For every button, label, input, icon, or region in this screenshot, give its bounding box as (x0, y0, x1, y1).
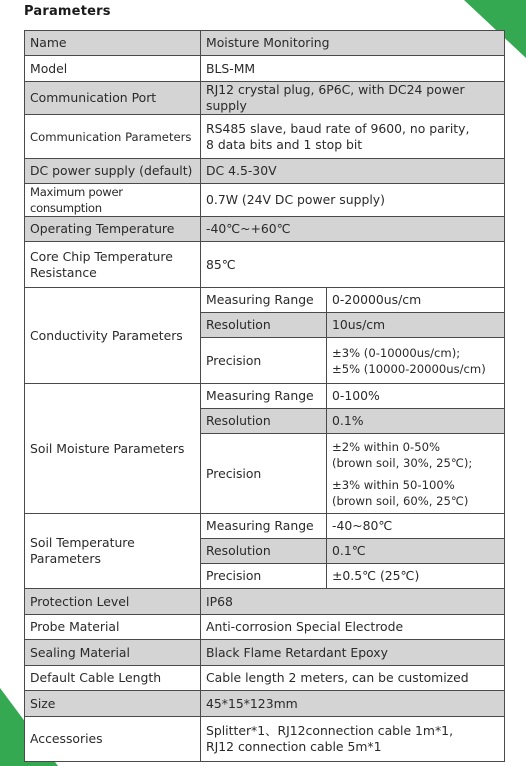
sub-param-value: ±0.5℃ (25℃) (327, 564, 505, 589)
parameters-table (24, 30, 505, 762)
param-label: Communication Port (25, 82, 201, 115)
table-row-conductivity-range (25, 288, 505, 313)
label-line: Resistance (30, 264, 97, 280)
table-row-soil-temperature-range (25, 514, 505, 539)
label-line: Parameters (30, 551, 101, 566)
sub-param-label: Measuring Range (201, 288, 327, 313)
param-label: DC power supply (default) (25, 159, 201, 184)
sub-param-value: 10us/cm (327, 313, 505, 338)
value-line: Splitter*1、RJ12connection cable 1m*1, (206, 723, 454, 738)
table-row-core-chip-temperature (25, 242, 505, 288)
table-row-dc-power-supply (25, 159, 505, 184)
value-line: (brown soil, 60%, 25℃) (332, 493, 469, 508)
group-label-soil-moisture: Soil Moisture Parameters (25, 384, 201, 514)
param-label: Size (25, 691, 201, 717)
group-label-soil-temperature (25, 514, 201, 589)
section-heading: Parameters (24, 4, 111, 19)
param-label: Probe Material (25, 615, 201, 640)
param-value: -40℃~+60℃ (201, 217, 505, 242)
table-row-communication-port (25, 82, 505, 115)
param-value: RJ12 crystal plug, 6P6C, with DC24 power supply (201, 82, 505, 115)
sub-param-value: 0-100% (327, 384, 505, 409)
table-row-soil-moisture-range (25, 384, 505, 409)
param-value: Black Flame Retardant Epoxy (201, 640, 505, 666)
group-label-conductivity: Conductivity Parameters (25, 288, 201, 384)
sub-param-value: 0.1℃ (327, 539, 505, 564)
table-row-model (25, 56, 505, 82)
param-label: Default Cable Length (25, 666, 201, 691)
param-label: Communication Parameters (25, 115, 201, 159)
param-label (25, 242, 201, 288)
param-label: Maximum power consumption (25, 184, 201, 217)
label-line: Soil Temperature (30, 535, 135, 550)
sub-param-label: Resolution (201, 409, 327, 434)
param-label: Model (25, 56, 201, 82)
param-label: Name (25, 31, 201, 56)
table-row-sealing-material (25, 640, 505, 666)
param-value: DC 4.5-30V (201, 159, 505, 184)
table-row-accessories (25, 717, 505, 762)
param-value: 45*15*123mm (201, 691, 505, 717)
param-value: Moisture Monitoring (201, 31, 505, 56)
value-line: ±3% (0-10000us/cm); (332, 345, 461, 360)
sub-param-label: Resolution (201, 313, 327, 338)
param-label: Operating Temperature (25, 217, 201, 242)
table-row-operating-temperature (25, 217, 505, 242)
value-line: ±2% within 0-50% (332, 439, 440, 454)
param-value: Cable length 2 meters, can be customized (201, 666, 505, 691)
value-line: (brown soil, 30%, 25℃); (332, 455, 473, 470)
param-value: IP68 (201, 589, 505, 615)
value-line: RS485 slave, baud rate of 9600, no parity, (206, 120, 470, 136)
param-value: Anti-corrosion Special Electrode (201, 615, 505, 640)
value-line: ±3% within 50-100% (332, 477, 455, 492)
sub-param-label: Measuring Range (201, 514, 327, 539)
sub-param-label: Precision (201, 564, 327, 589)
table-row-probe-material (25, 615, 505, 640)
table-row-size (25, 691, 505, 717)
table-row-max-power (25, 184, 505, 217)
param-value: 0.7W (24V DC power supply) (201, 184, 505, 217)
sub-param-value (327, 338, 505, 384)
param-value (201, 717, 505, 762)
sub-param-value (327, 434, 505, 514)
table-row-protection-level (25, 589, 505, 615)
label-line: Core Chip Temperature (30, 248, 173, 264)
sub-param-label: Resolution (201, 539, 327, 564)
sub-param-value: -40~80℃ (327, 514, 505, 539)
value-line: 8 data bits and 1 stop bit (206, 136, 363, 152)
param-value: BLS-MM (201, 56, 505, 82)
sub-param-label: Precision (201, 434, 327, 514)
sub-param-value: 0-20000us/cm (327, 288, 505, 313)
sub-param-label: Measuring Range (201, 384, 327, 409)
table-row-cable-length (25, 666, 505, 691)
sub-param-label: Precision (201, 338, 327, 384)
table-row-name (25, 31, 505, 56)
param-value: 85℃ (201, 242, 505, 288)
param-label: Sealing Material (25, 640, 201, 666)
sub-param-value: 0.1% (327, 409, 505, 434)
param-label: Accessories (25, 717, 201, 762)
value-line: ±5% (10000-20000us/cm) (332, 361, 486, 376)
param-value (201, 115, 505, 159)
table-row-communication-parameters (25, 115, 505, 159)
value-line: RJ12 connection cable 5m*1 (206, 739, 382, 754)
param-label: Protection Level (25, 589, 201, 615)
